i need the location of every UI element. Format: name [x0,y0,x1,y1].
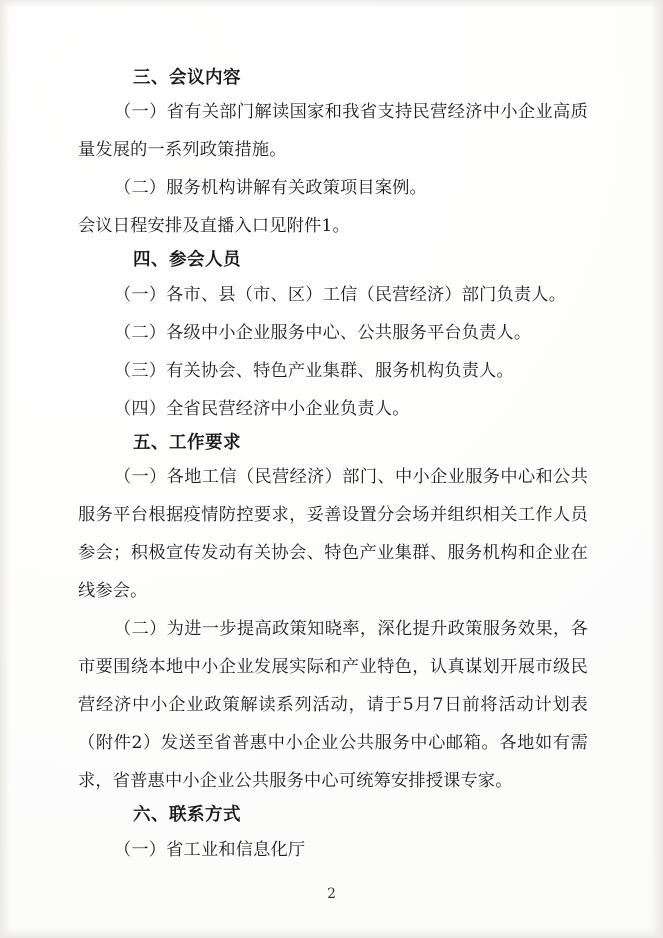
section-paragraph: （二）服务机构讲解有关政策项目案例。 [114,178,427,199]
section-paragraph: （三）有关协会、特色产业集群、服务机构负责人。 [114,360,514,381]
document-section [78,248,588,427]
section-heading: 四、参会人员 [133,250,241,271]
section-heading: 三、会议内容 [133,68,241,88]
section-paragraph: （一）省有关部门解读国家和我省支持民营经济中小企业高质量发展的一系列政策措施。 [78,102,588,161]
section-paragraph: （二）为进一步提高政策知晓率，深化提升政策服务效果，各市要围绕本地中小企业发展实际和产业特色，认真谋划开展市级民营经济中小企业政策解读系列活动，请于5月7日前将活动计划表（附件2）发送至省普惠中小企业公共服务中心邮箱。各地如有需求，省普惠中小企业公共服务中心可统筹安排授课专家。 [78,619,588,792]
section-heading: 五、工作要求 [133,432,241,453]
section-heading: 六、联系方式 [133,805,241,826]
section-paragraph: （二）各级中小企业服务中心、公共服务平台负责人。 [114,322,532,343]
scan-edge-right [651,0,663,938]
section-trailing-paragraph: 会议日程安排及直播入口见附件1。 [78,216,350,237]
section-paragraph: （一）各地工信（民营经济）部门、中小企业服务中心和公共服务平台根据疫情防控要求，妥善设置分会场并组织相关工作人员参会；积极宣传发动有关协会、特色产业集群、服务机构和企业在线参会。 [78,467,588,602]
page-number: 2 [327,886,336,902]
scan-edge-top [0,0,663,8]
section-paragraph: （一）各市、县（市、区）工信（民营经济）部门负责人。 [114,284,567,305]
document-section [78,431,588,800]
document-body [78,66,588,869]
scan-edge-bottom [0,928,663,938]
section-paragraph: （四）全省民营经济中小企业负责人。 [114,398,410,419]
section-paragraph: （一）省工业和信息化厅 [114,839,306,860]
scan-edge-left [0,0,10,938]
document-section [78,803,588,868]
document-section [78,66,588,245]
